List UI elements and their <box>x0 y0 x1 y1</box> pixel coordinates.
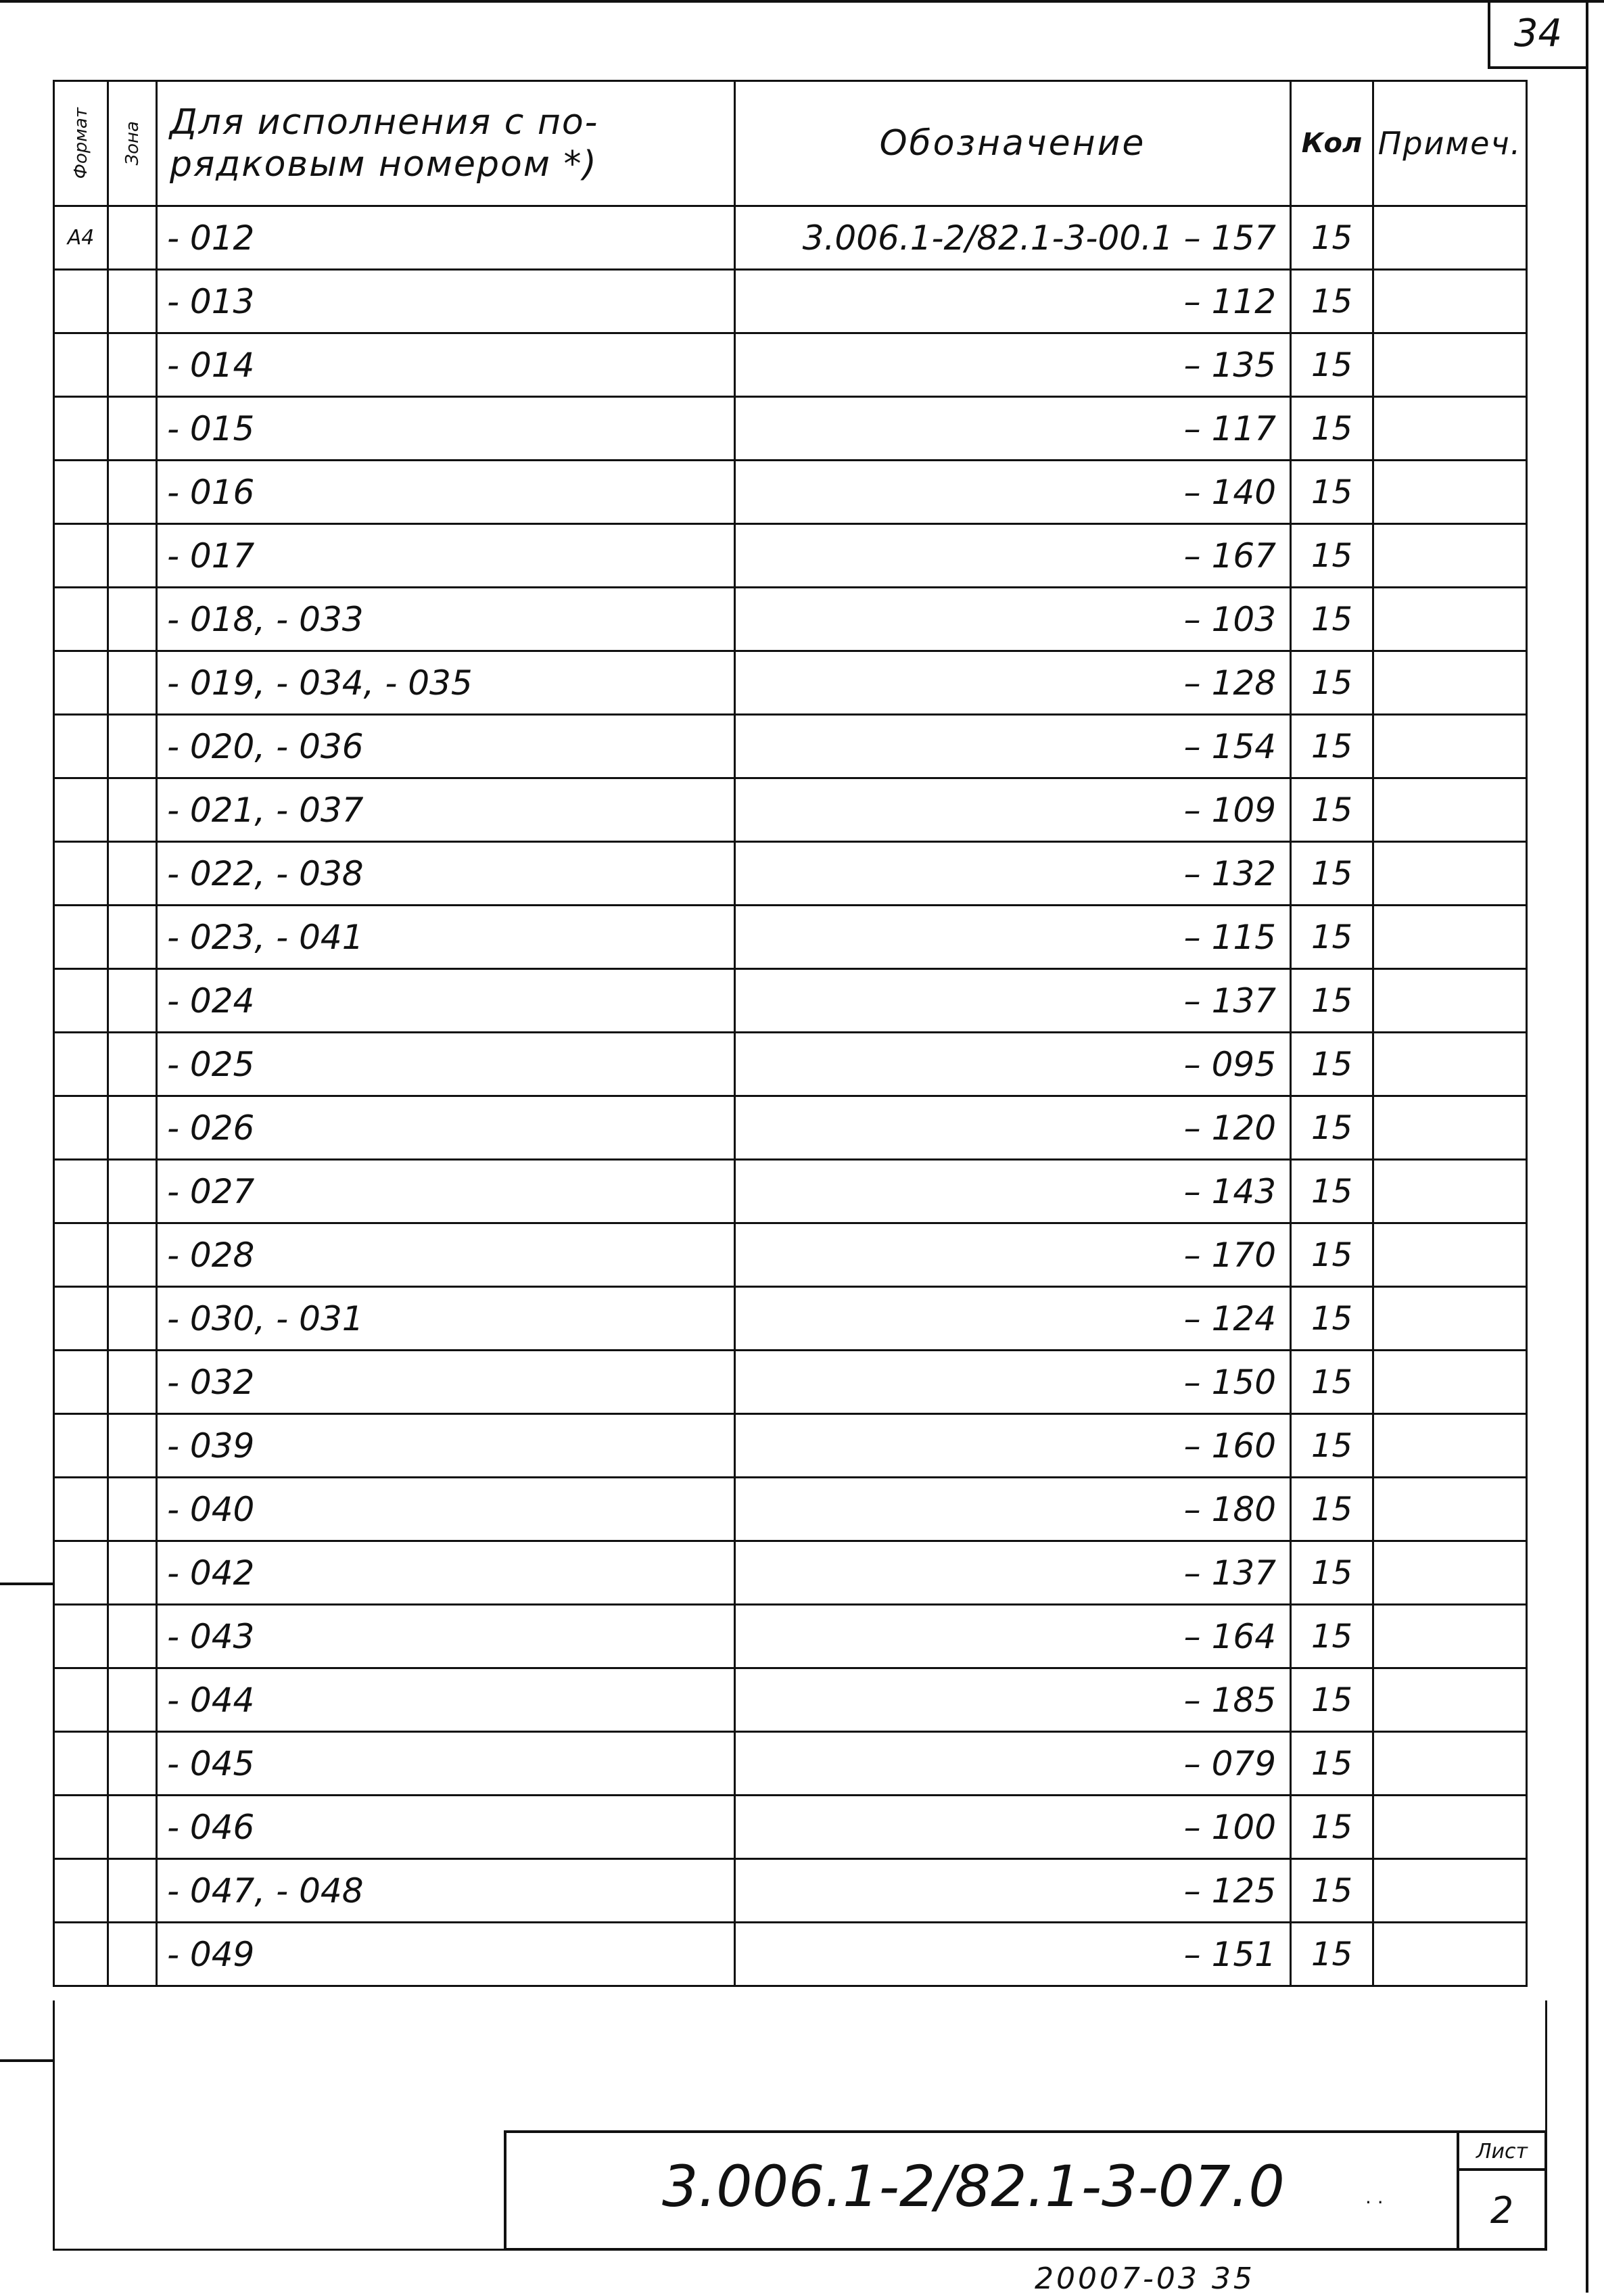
margin-tick <box>0 2059 54 2062</box>
cell-note <box>1373 1541 1527 1605</box>
cell-quantity: 15 <box>1291 1859 1373 1923</box>
table-row <box>54 1796 1527 1859</box>
cell-quantity: 15 <box>1291 1541 1373 1605</box>
page-number: 34 <box>1488 0 1586 69</box>
cell-designation: – 185 <box>735 1668 1291 1732</box>
header-format: Формат <box>54 81 108 206</box>
cell-format <box>54 461 108 524</box>
cell-format <box>54 270 108 333</box>
table-row <box>54 1033 1527 1096</box>
cell-version: - 024 <box>157 969 735 1033</box>
cell-format <box>54 1732 108 1796</box>
table-row <box>54 969 1527 1033</box>
cell-version: - 017 <box>157 524 735 588</box>
cell-quantity: 15 <box>1291 461 1373 524</box>
cell-designation: – 170 <box>735 1223 1291 1287</box>
cell-quantity: 15 <box>1291 270 1373 333</box>
cell-version: - 018, - 033 <box>157 588 735 651</box>
cell-designation: – 125 <box>735 1859 1291 1923</box>
cell-quantity: 15 <box>1291 333 1373 397</box>
cell-version: - 012 <box>157 206 735 270</box>
cell-version: - 046 <box>157 1796 735 1859</box>
cell-format <box>54 1033 108 1096</box>
cell-quantity: 15 <box>1291 1478 1373 1541</box>
sheet-box <box>1457 2133 1544 2251</box>
cell-zone <box>108 1160 157 1223</box>
cell-quantity: 15 <box>1291 1668 1373 1732</box>
table-row <box>54 588 1527 651</box>
cell-version: - 042 <box>157 1541 735 1605</box>
cell-note <box>1373 1287 1527 1351</box>
cell-quantity: 15 <box>1291 1096 1373 1160</box>
table-body <box>54 206 1527 1986</box>
table-header-row <box>54 81 1527 206</box>
cell-quantity: 15 <box>1291 1414 1373 1478</box>
cell-version: - 030, - 031 <box>157 1287 735 1351</box>
cell-format <box>54 1605 108 1668</box>
table-row <box>54 524 1527 588</box>
cell-version: - 023, - 041 <box>157 906 735 969</box>
cell-designation: – 140 <box>735 461 1291 524</box>
cell-note <box>1373 1223 1527 1287</box>
cell-version: - 027 <box>157 1160 735 1223</box>
cell-version: - 049 <box>157 1923 735 1986</box>
cell-format <box>54 1668 108 1732</box>
sheet-top-border <box>0 0 1604 3</box>
cell-designation: – 128 <box>735 651 1291 715</box>
table-row <box>54 461 1527 524</box>
cell-designation: – 095 <box>735 1033 1291 1096</box>
cell-zone <box>108 270 157 333</box>
cell-version: - 022, - 038 <box>157 842 735 906</box>
cell-version: - 045 <box>157 1732 735 1796</box>
cell-version: - 040 <box>157 1478 735 1541</box>
cell-quantity: 15 <box>1291 524 1373 588</box>
table-row <box>54 1351 1527 1414</box>
cell-designation: – 180 <box>735 1478 1291 1541</box>
cell-zone <box>108 1478 157 1541</box>
cell-format <box>54 1923 108 1986</box>
table-row <box>54 1160 1527 1223</box>
cell-version: - 026 <box>157 1096 735 1160</box>
cell-quantity: 15 <box>1291 1796 1373 1859</box>
cell-zone <box>108 206 157 270</box>
title-block-marks: . . <box>1365 2186 1384 2208</box>
cell-note <box>1373 588 1527 651</box>
cell-designation: – 100 <box>735 1796 1291 1859</box>
table-row <box>54 1541 1527 1605</box>
table-row <box>54 1923 1527 1986</box>
cell-version: - 044 <box>157 1668 735 1732</box>
cell-designation: – 143 <box>735 1160 1291 1223</box>
cell-note <box>1373 1605 1527 1668</box>
cell-zone <box>108 397 157 461</box>
header-zone: Зона <box>108 81 157 206</box>
cell-format <box>54 842 108 906</box>
header-quantity: Кол <box>1291 81 1373 206</box>
cell-note <box>1373 1096 1527 1160</box>
cell-note <box>1373 333 1527 397</box>
cell-note <box>1373 1414 1527 1478</box>
cell-zone <box>108 524 157 588</box>
cell-note <box>1373 206 1527 270</box>
cell-quantity: 15 <box>1291 715 1373 778</box>
cell-quantity: 15 <box>1291 969 1373 1033</box>
cell-format <box>54 1223 108 1287</box>
table-row <box>54 1668 1527 1732</box>
cell-designation: – 079 <box>735 1732 1291 1796</box>
cell-version: - 047, - 048 <box>157 1859 735 1923</box>
table-row <box>54 651 1527 715</box>
cell-quantity: 15 <box>1291 397 1373 461</box>
cell-quantity: 15 <box>1291 1287 1373 1351</box>
cell-zone <box>108 333 157 397</box>
cell-format <box>54 1796 108 1859</box>
document-code: 3.006.1-2/82.1-3-07.0 <box>662 2153 1285 2220</box>
cell-zone <box>108 969 157 1033</box>
table-row <box>54 778 1527 842</box>
cell-version: - 039 <box>157 1414 735 1478</box>
cell-zone <box>108 1668 157 1732</box>
cell-note <box>1373 842 1527 906</box>
cell-zone <box>108 588 157 651</box>
cell-format <box>54 333 108 397</box>
cell-zone <box>108 461 157 524</box>
table-row <box>54 270 1527 333</box>
table-row <box>54 1478 1527 1541</box>
cell-quantity: 15 <box>1291 842 1373 906</box>
cell-note <box>1373 651 1527 715</box>
cell-format: А4 <box>54 206 108 270</box>
cell-note <box>1373 1160 1527 1223</box>
header-note: Примеч. <box>1373 81 1527 206</box>
table-row <box>54 1605 1527 1668</box>
cell-format <box>54 1414 108 1478</box>
cell-quantity: 15 <box>1291 1923 1373 1986</box>
cell-note <box>1373 969 1527 1033</box>
cell-quantity: 15 <box>1291 1033 1373 1096</box>
cell-format <box>54 715 108 778</box>
sheet-number: 2 <box>1490 2189 1514 2232</box>
sheet-label: Лист <box>1459 2133 1544 2171</box>
cell-format <box>54 1541 108 1605</box>
cell-zone <box>108 651 157 715</box>
cell-quantity: 15 <box>1291 1351 1373 1414</box>
cell-note <box>1373 1859 1527 1923</box>
cell-designation: – 167 <box>735 524 1291 588</box>
cell-version: - 021, - 037 <box>157 778 735 842</box>
cell-quantity: 15 <box>1291 1605 1373 1668</box>
cell-quantity: 15 <box>1291 906 1373 969</box>
cell-zone <box>108 1287 157 1351</box>
table-row <box>54 333 1527 397</box>
cell-note <box>1373 1796 1527 1859</box>
table-row <box>54 1287 1527 1351</box>
cell-version: - 016 <box>157 461 735 524</box>
cell-zone <box>108 1096 157 1160</box>
cell-version: - 020, - 036 <box>157 715 735 778</box>
cell-note <box>1373 1668 1527 1732</box>
cell-version: - 013 <box>157 270 735 333</box>
cell-quantity: 15 <box>1291 1160 1373 1223</box>
cell-designation: – 103 <box>735 588 1291 651</box>
cell-quantity: 15 <box>1291 1732 1373 1796</box>
cell-format <box>54 1160 108 1223</box>
cell-note <box>1373 1478 1527 1541</box>
cell-designation: – 160 <box>735 1414 1291 1478</box>
cell-version: - 014 <box>157 333 735 397</box>
title-block <box>504 2130 1547 2251</box>
table-row <box>54 1096 1527 1160</box>
header-version: Для исполнения с по- рядковым номером *) <box>157 81 735 206</box>
cell-version: - 015 <box>157 397 735 461</box>
cell-note <box>1373 1033 1527 1096</box>
cell-format <box>54 1859 108 1923</box>
cell-designation: 3.006.1-2/82.1-3-00.1 – 157 <box>735 206 1291 270</box>
cell-note <box>1373 1351 1527 1414</box>
table-row <box>54 397 1527 461</box>
cell-note <box>1373 270 1527 333</box>
cell-designation: – 164 <box>735 1605 1291 1668</box>
table-row <box>54 1414 1527 1478</box>
table-row <box>54 1859 1527 1923</box>
cell-quantity: 15 <box>1291 651 1373 715</box>
cell-designation: – 135 <box>735 333 1291 397</box>
cell-format <box>54 1478 108 1541</box>
cell-zone <box>108 906 157 969</box>
sheet-right-border <box>1586 0 1588 2293</box>
cell-zone <box>108 778 157 842</box>
cell-format <box>54 778 108 842</box>
table-row <box>54 1223 1527 1287</box>
cell-note <box>1373 1732 1527 1796</box>
cell-zone <box>108 1796 157 1859</box>
cell-designation: – 120 <box>735 1096 1291 1160</box>
cell-designation: – 117 <box>735 397 1291 461</box>
cell-format <box>54 1287 108 1351</box>
cell-zone <box>108 1732 157 1796</box>
cell-format <box>54 588 108 651</box>
cell-version: - 032 <box>157 1351 735 1414</box>
cell-note <box>1373 715 1527 778</box>
cell-version: - 043 <box>157 1605 735 1668</box>
cell-format <box>54 1351 108 1414</box>
cell-designation: – 112 <box>735 270 1291 333</box>
cell-designation: – 132 <box>735 842 1291 906</box>
cell-format <box>54 651 108 715</box>
cell-version: - 025 <box>157 1033 735 1096</box>
header-designation: Обозначение <box>735 81 1291 206</box>
cell-format <box>54 524 108 588</box>
cell-quantity: 15 <box>1291 206 1373 270</box>
cell-designation: – 154 <box>735 715 1291 778</box>
cell-format <box>54 1096 108 1160</box>
cell-zone <box>108 1541 157 1605</box>
cell-designation: – 151 <box>735 1923 1291 1986</box>
table-row <box>54 1732 1527 1796</box>
cell-designation: – 109 <box>735 778 1291 842</box>
cell-quantity: 15 <box>1291 588 1373 651</box>
cell-note <box>1373 1923 1527 1986</box>
cell-note <box>1373 397 1527 461</box>
table-row <box>54 842 1527 906</box>
cell-version: - 028 <box>157 1223 735 1287</box>
table-row <box>54 206 1527 270</box>
cell-format <box>54 969 108 1033</box>
cell-format <box>54 906 108 969</box>
cell-note <box>1373 461 1527 524</box>
cell-zone <box>108 1033 157 1096</box>
cell-zone <box>108 715 157 778</box>
cell-quantity: 15 <box>1291 778 1373 842</box>
table-row <box>54 715 1527 778</box>
cell-zone <box>108 1859 157 1923</box>
cell-zone <box>108 842 157 906</box>
cell-note <box>1373 524 1527 588</box>
cell-designation: – 150 <box>735 1351 1291 1414</box>
cell-zone <box>108 1351 157 1414</box>
cell-designation: – 115 <box>735 906 1291 969</box>
cell-note <box>1373 778 1527 842</box>
cell-zone <box>108 1605 157 1668</box>
cell-designation: – 137 <box>735 969 1291 1033</box>
cell-zone <box>108 1223 157 1287</box>
cell-format <box>54 397 108 461</box>
margin-tick <box>0 1583 54 1585</box>
cell-note <box>1373 906 1527 969</box>
archive-number: 20007-03 35 <box>1035 2262 1255 2296</box>
cell-zone <box>108 1414 157 1478</box>
cell-designation: – 124 <box>735 1287 1291 1351</box>
cell-quantity: 15 <box>1291 1223 1373 1287</box>
cell-zone <box>108 1923 157 1986</box>
cell-version: - 019, - 034, - 035 <box>157 651 735 715</box>
cell-designation: – 137 <box>735 1541 1291 1605</box>
specification-table <box>53 80 1528 1987</box>
table-row <box>54 906 1527 969</box>
